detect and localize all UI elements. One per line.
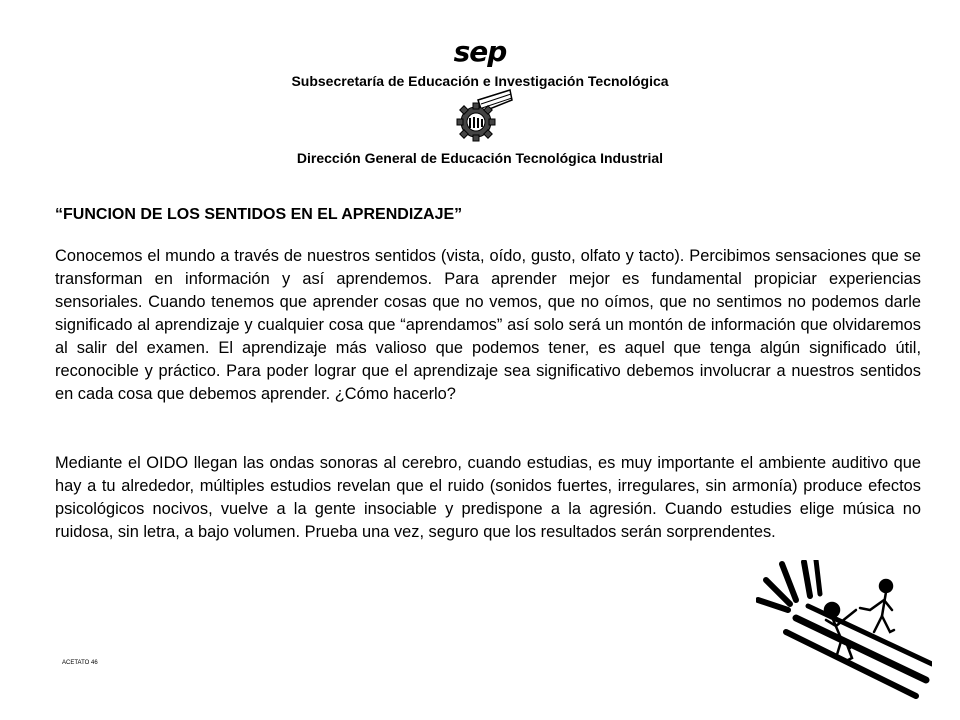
direccion-heading: Dirección General de Educación Tecnológica Industrial	[296, 150, 664, 166]
document-title: “FUNCION DE LOS SENTIDOS EN EL APRENDIZAJE”	[55, 206, 463, 223]
acetato-label: ACETATO 46	[62, 660, 98, 666]
paragraph-intro: Conocemos el mundo a través de nuestros sentidos (vista, oído, gusto, olfato y tacto). Percibimos sensaciones que se transforman en información y así aprendemos. Para aprender mejor es fundamental propiciar experiencias sensoriales. Cuando tenemos que aprender cosas que no vemos, que no oímos, que no sentimos no podemos darle significado al aprendizaje y cualquier cosa que “aprendamos” así solo será un montón de información que olvidaremos al salir del examen. El aprendizaje más valioso que podemos tener, es aquel que tenga algún significado útil, reconocible y práctico. Para poder lograr que el aprendizaje sea significativo debemos involucrar a nuestros sentidos en cada cosa que debemos aprender. ¿Cómo hacerlo?	[55, 247, 921, 403]
sep-logo	[430, 34, 530, 70]
paragraph-oido: Mediante el OIDO llegan las ondas sonoras al cerebro, cuando estudias, es muy importante el ambiente auditivo que hay a tu alrededor, múltiples estudios revelan que el ruido (sonidos fuertes, irregulares, sin armonía) produce efectos psicológicos nocivos, vuelve a la gente insociable y predispone a la agresión. Cuando estudies elige música no ruidosa, sin letra, a bajo volumen. Prueba una vez, seguro que los resultados serán sorprendentes.	[55, 454, 921, 541]
gear-logo-icon	[448, 88, 514, 144]
sep-logo-text: sep	[453, 35, 507, 68]
children-walking-illustration	[756, 560, 932, 700]
subsecretaria-heading: Subsecretaría de Educación e Investigación Tecnológica	[291, 73, 669, 89]
